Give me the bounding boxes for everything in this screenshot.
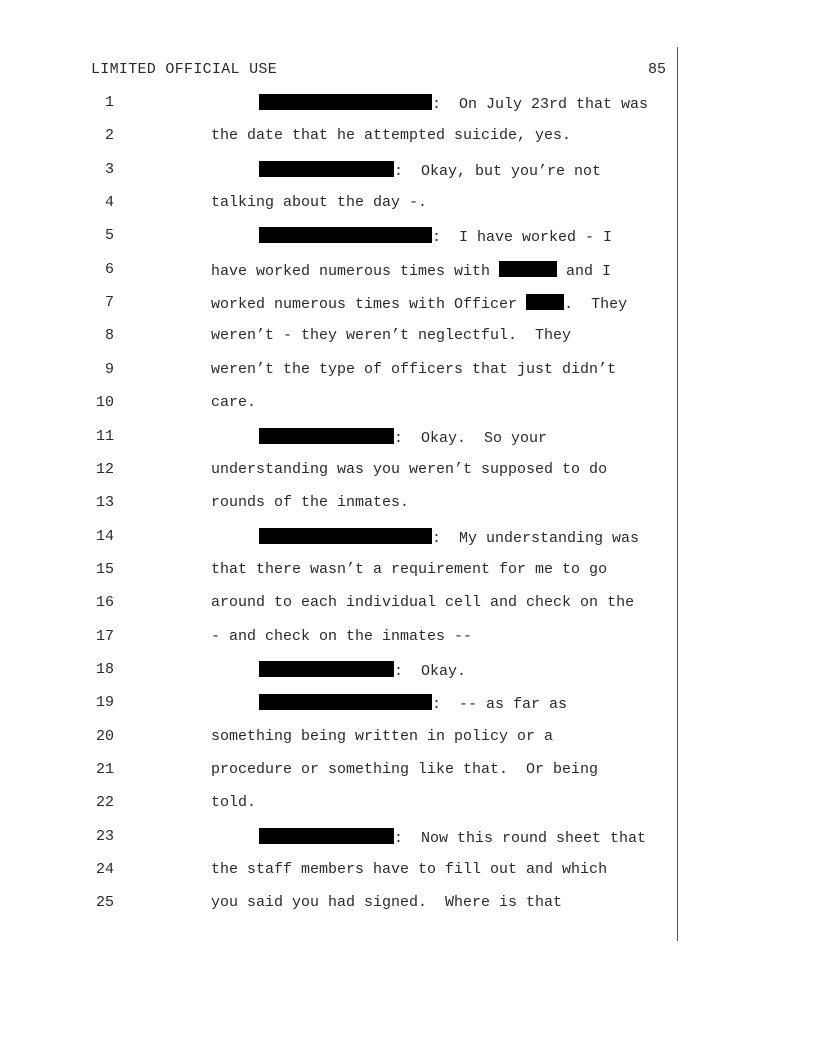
redaction-box xyxy=(259,828,394,844)
line-text-segment: - and check on the inmates -- xyxy=(211,627,473,645)
line-number: 25 xyxy=(95,894,114,912)
line-text-segment: and I xyxy=(557,262,612,280)
line-number: 2 xyxy=(104,127,114,145)
line-number: 1 xyxy=(104,94,114,111)
transcript-line xyxy=(0,894,816,914)
transcript-line xyxy=(0,261,816,281)
line-number: 15 xyxy=(95,560,114,578)
line-text-segment: rounds of the inmates. xyxy=(211,494,410,512)
transcript-line xyxy=(0,628,816,648)
redaction-box xyxy=(526,294,564,310)
transcript-line xyxy=(0,194,816,214)
line-number: 16 xyxy=(95,594,114,612)
line-text-segment: : Now this round sheet that xyxy=(394,829,647,847)
transcript-line xyxy=(0,461,816,481)
transcript-line xyxy=(0,728,816,748)
line-text xyxy=(211,327,571,344)
line-number: 5 xyxy=(104,227,114,245)
redaction-box xyxy=(259,694,432,710)
line-text-segment: something being written in policy or a xyxy=(211,727,554,745)
line-text-segment: : My understanding was xyxy=(432,529,640,547)
redaction-box xyxy=(259,94,432,110)
transcript-line xyxy=(0,561,816,581)
line-number: 22 xyxy=(95,794,114,812)
line-text-segment: worked numerous times with Officer xyxy=(211,296,527,314)
line-number: 10 xyxy=(95,394,114,412)
line-text-segment: talking about the day -. xyxy=(211,194,428,212)
line-text-segment: the staff members have to fill out and which xyxy=(211,861,608,879)
line-text xyxy=(211,894,562,911)
line-text xyxy=(259,694,567,713)
redaction-box xyxy=(259,428,394,444)
line-text xyxy=(259,528,639,547)
transcript-line xyxy=(0,161,816,181)
line-number: 24 xyxy=(95,861,114,879)
transcript-line xyxy=(0,227,816,247)
line-number: 19 xyxy=(95,694,114,712)
transcript-line xyxy=(0,694,816,714)
line-text xyxy=(259,661,466,680)
transcript-line xyxy=(0,94,816,114)
line-text xyxy=(211,127,571,144)
line-text-segment: : Okay, but you’re not xyxy=(394,162,602,180)
line-number: 6 xyxy=(104,260,114,278)
line-text xyxy=(259,227,612,246)
line-text-segment: understanding was you weren’t supposed to do xyxy=(211,460,608,478)
line-number: 11 xyxy=(95,427,114,445)
line-text xyxy=(211,461,607,478)
line-number: 12 xyxy=(95,460,114,478)
line-number: 3 xyxy=(104,160,114,178)
line-text-segment: : -- as far as xyxy=(432,696,568,714)
line-number: 23 xyxy=(95,827,114,845)
line-text-segment: : On July 23rd that was xyxy=(432,96,649,113)
line-text xyxy=(211,361,616,378)
line-text xyxy=(211,561,607,578)
line-text-segment: weren’t - they weren’t neglectful. They xyxy=(211,327,572,345)
line-text xyxy=(211,861,607,878)
redaction-box xyxy=(259,161,394,177)
line-number: 17 xyxy=(95,627,114,645)
transcript-line xyxy=(0,861,816,881)
classification-header: LIMITED OFFICIAL USE xyxy=(91,61,278,78)
line-text xyxy=(211,261,611,280)
redaction-box xyxy=(259,227,432,243)
transcript-line xyxy=(0,661,816,681)
line-text-segment: care. xyxy=(211,394,257,412)
line-number: 14 xyxy=(95,527,114,545)
line-text-segment: : Okay. So your xyxy=(394,429,548,447)
line-number: 21 xyxy=(95,761,114,778)
line-number: 20 xyxy=(95,727,114,745)
line-text-segment: . They xyxy=(564,296,628,314)
redaction-box xyxy=(259,528,432,544)
line-number: 8 xyxy=(104,327,114,345)
line-text xyxy=(259,428,547,447)
transcript-line xyxy=(0,294,816,314)
line-text xyxy=(211,294,627,313)
line-text xyxy=(211,194,427,211)
line-text-segment: around to each individual cell and check on the xyxy=(211,594,635,612)
transcript-line xyxy=(0,828,816,848)
redaction-box xyxy=(499,261,557,277)
line-text xyxy=(211,494,409,511)
transcript-line xyxy=(0,394,816,414)
line-text xyxy=(211,794,256,811)
line-text xyxy=(211,594,634,611)
line-text xyxy=(259,161,601,180)
transcript-line xyxy=(0,361,816,381)
line-text xyxy=(211,728,553,745)
transcript-line xyxy=(0,761,816,781)
line-text-segment: have worked numerous times with xyxy=(211,262,500,280)
line-text xyxy=(259,828,646,847)
transcript-line xyxy=(0,794,816,814)
line-text-segment: that there wasn’t a requirement for me to go xyxy=(211,560,608,578)
transcript-line xyxy=(0,428,816,448)
line-text-segment: you said you had signed. Where is that xyxy=(211,894,563,912)
transcript-line xyxy=(0,494,816,514)
line-number: 13 xyxy=(95,494,114,512)
line-number: 18 xyxy=(95,660,114,678)
line-text xyxy=(211,761,598,778)
redaction-box xyxy=(259,661,394,677)
line-number: 4 xyxy=(104,194,114,212)
transcript-line xyxy=(0,127,816,147)
transcript-line xyxy=(0,594,816,614)
line-number: 7 xyxy=(104,294,114,312)
page-number: 85 xyxy=(648,61,667,78)
line-text-segment: told. xyxy=(211,794,257,812)
line-text xyxy=(211,628,472,645)
line-text xyxy=(211,394,256,411)
transcript-line xyxy=(0,528,816,548)
line-text-segment: : Okay. xyxy=(394,662,467,680)
line-text-segment: : I have worked - I xyxy=(432,229,613,247)
line-text-segment: the date that he attempted suicide, yes. xyxy=(211,127,572,145)
line-text xyxy=(259,94,648,113)
line-text-segment: weren’t the type of officers that just didn’t xyxy=(211,360,617,378)
transcript-line xyxy=(0,327,816,347)
line-text-segment: procedure or something like that. Or being xyxy=(211,761,599,778)
line-number: 9 xyxy=(104,360,114,378)
